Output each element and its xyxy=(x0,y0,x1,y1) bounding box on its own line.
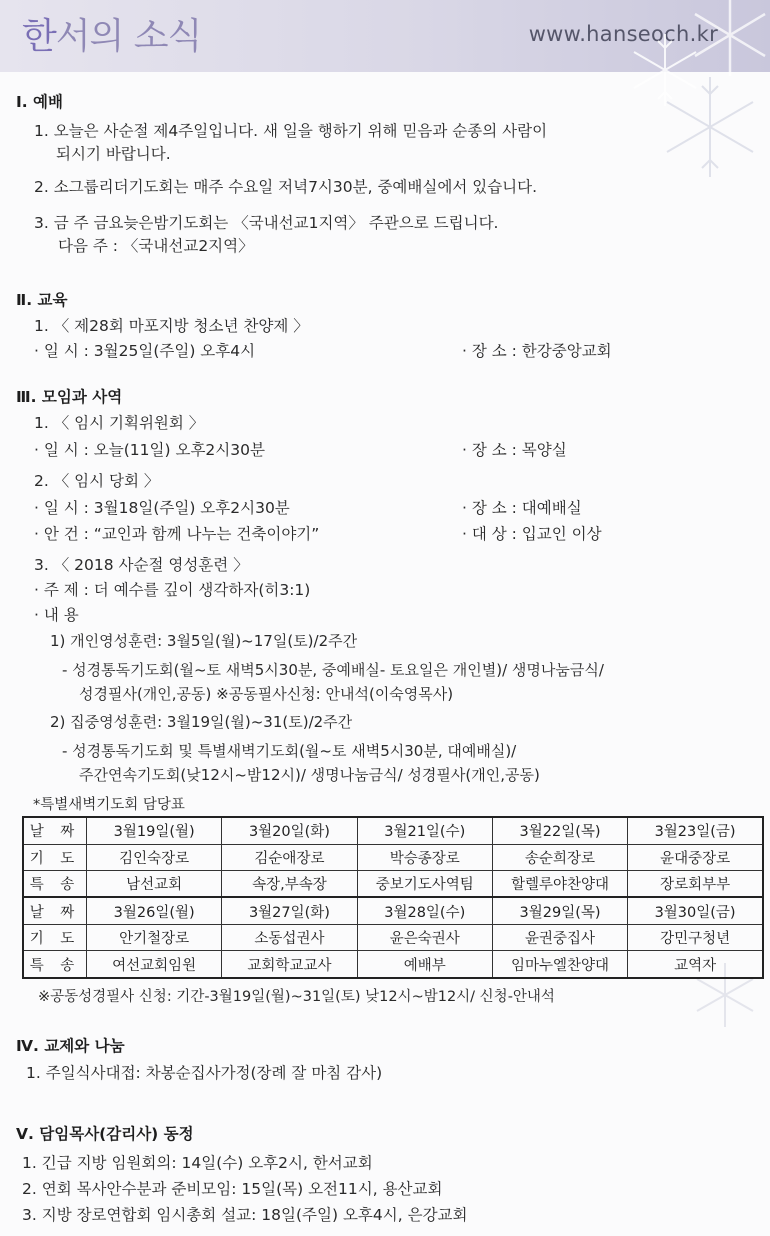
row-label: 기 도 xyxy=(23,925,87,951)
education-date: · 일 시 : 3월25일(주일) 오후4시 xyxy=(34,342,256,360)
table-cell: 윤은숙권사 xyxy=(357,925,492,951)
section-title-pastor: Ⅴ. 담임목사(감리사) 동정 xyxy=(16,1125,194,1143)
table-cell: 김인숙장로 xyxy=(87,844,222,870)
section-title-education: Ⅱ. 교육 xyxy=(16,291,68,309)
table-cell: 교회학교교사 xyxy=(222,951,357,978)
snowflake-icon xyxy=(690,0,770,80)
table-cell: 강민구청년 xyxy=(628,925,763,951)
table-cell: 3월26일(월) xyxy=(87,897,222,924)
worship-item-2: 2. 소그룹리더기도회는 매주 수요일 저녁7시30분, 중예배실에서 있습니다. xyxy=(34,178,538,196)
row-label: 특 송 xyxy=(23,870,87,897)
row-label: 기 도 xyxy=(23,844,87,870)
training-part-1-detail: - 성경통독기도회(월~토 새벽5시30분, 중예배실- 토요일은 개인별)/ 생명나눔금식/ xyxy=(62,661,604,679)
table-cell: 소동섭권사 xyxy=(222,925,357,951)
table-cell: 김순애장로 xyxy=(222,844,357,870)
row-label: 특 송 xyxy=(23,951,87,978)
table-cell: 교역자 xyxy=(628,951,763,978)
table-cell: 3월19일(월) xyxy=(87,817,222,844)
schedule-table-caption: *특별새벽기도회 담당표 xyxy=(33,797,185,813)
table-cell: 3월22일(목) xyxy=(492,817,627,844)
meeting-a-title: 1. 〈 임시 기획위원회 〉 xyxy=(34,414,205,432)
table-cell: 안기철장로 xyxy=(87,925,222,951)
table-cell: 3월23일(금) xyxy=(628,817,763,844)
table-cell: 윤대중장로 xyxy=(628,844,763,870)
table-cell: 장로회부부 xyxy=(628,870,763,897)
table-cell: 박승종장로 xyxy=(357,844,492,870)
training-part-1-detail-cont: 성경필사(개인,공동) ※공동필사신청: 안내석(이숙영목사) xyxy=(79,685,454,703)
copy-signup-note: ※공동성경필사 신청: 기간-3월19일(월)~31일(토) 낮12시~밤12시/ 신청-안내석 xyxy=(38,989,555,1005)
worship-item-1-cont: 되시기 바랍니다. xyxy=(56,145,171,163)
training-theme: · 주 제 : 더 예수를 깊이 생각하자(히3:1) xyxy=(34,581,311,599)
website-url[interactable]: www.hanseoch.kr xyxy=(528,22,718,46)
meeting-b-place: · 장 소 : 대예배실 xyxy=(462,499,582,517)
table-row xyxy=(23,925,763,951)
table-cell: 할렐루야찬양대 xyxy=(492,870,627,897)
table-row xyxy=(23,870,763,897)
table-row xyxy=(23,897,763,924)
training-part-1: 1) 개인영성훈련: 3월5일(월)~17일(토)/2주간 xyxy=(50,632,358,650)
snowflake-icon xyxy=(660,72,760,182)
table-cell: 중보기도사역팀 xyxy=(357,870,492,897)
meeting-b-target: · 대 상 : 입교인 이상 xyxy=(462,525,602,543)
table-cell: 여선교회임원 xyxy=(87,951,222,978)
meeting-b-title: 2. 〈 임시 당회 〉 xyxy=(34,472,160,490)
training-part-2-detail: - 성경통독기도회 및 특별새벽기도회(월~토 새벽5시30분, 대예배실)/ xyxy=(62,742,517,760)
worship-item-3-next: 다음 주 : 〈국내선교2지역〉 xyxy=(58,237,254,255)
meeting-b-agenda: · 안 건 : “교인과 함께 나누는 건축이야기” xyxy=(34,525,320,543)
worship-item-1: 1. 오늘은 사순절 제4주일입니다. 새 일을 행하기 위해 믿음과 순종의 사람이 xyxy=(34,122,548,140)
pastor-item-2: 2. 연회 목사안수분과 준비모임: 15일(목) 오전11시, 용산교회 xyxy=(22,1180,443,1198)
meeting-a-date: · 일 시 : 오늘(11일) 오후2시30분 xyxy=(34,441,265,459)
table-cell: 속장,부속장 xyxy=(222,870,357,897)
table-row xyxy=(23,844,763,870)
table-cell: 3월28일(수) xyxy=(357,897,492,924)
newsletter-title: 한서의 소식 xyxy=(22,16,202,57)
section-title-fellowship: Ⅳ. 교제와 나눔 xyxy=(16,1037,125,1055)
education-item-1: 1. 〈 제28회 마포지방 청소년 찬양제 〉 xyxy=(34,317,309,335)
training-content-label: · 내 용 xyxy=(34,606,79,624)
row-label: 날 짜 xyxy=(23,817,87,844)
table-cell: 3월20일(화) xyxy=(222,817,357,844)
worship-item-3: 3. 금 주 금요늦은밤기도회는 〈국내선교1지역〉 주관으로 드립니다. xyxy=(34,214,499,232)
table-cell: 예배부 xyxy=(357,951,492,978)
table-row xyxy=(23,817,763,844)
row-label: 날 짜 xyxy=(23,897,87,924)
table-cell: 윤권중집사 xyxy=(492,925,627,951)
meeting-a-place: · 장 소 : 목양실 xyxy=(462,441,567,459)
table-cell: 3월27일(화) xyxy=(222,897,357,924)
table-cell: 송순희장로 xyxy=(492,844,627,870)
table-cell: 3월29일(목) xyxy=(492,897,627,924)
fellowship-item-1: 1. 주일식사대접: 차봉순집사가정(장례 잘 마침 감사) xyxy=(26,1064,383,1082)
training-part-2: 2) 집중영성훈련: 3월19일(월)~31(토)/2주간 xyxy=(50,713,353,731)
training-part-2-detail-cont: 주간연속기도회(낮12시~밤12시)/ 생명나눔금식/ 성경필사(개인,공동) xyxy=(79,766,540,784)
pastor-item-1: 1. 긴급 지방 임원회의: 14일(수) 오후2시, 한서교회 xyxy=(22,1154,373,1172)
special-prayer-schedule-table xyxy=(22,816,764,979)
table-cell: 3월30일(금) xyxy=(628,897,763,924)
table-cell: 3월21일(수) xyxy=(357,817,492,844)
table-row xyxy=(23,951,763,978)
table-cell: 남선교회 xyxy=(87,870,222,897)
table-cell: 임마누엘찬양대 xyxy=(492,951,627,978)
section-title-meetings: Ⅲ. 모임과 사역 xyxy=(16,388,123,406)
pastor-item-3: 3. 지방 장로연합회 임시총회 설교: 18일(주일) 오후4시, 은강교회 xyxy=(22,1206,468,1224)
education-place: · 장 소 : 한강중앙교회 xyxy=(462,342,612,360)
header-banner xyxy=(0,0,770,72)
meeting-b-date: · 일 시 : 3월18일(주일) 오후2시30분 xyxy=(34,499,290,517)
training-title: 3. 〈 2018 사순절 영성훈련 〉 xyxy=(34,556,249,574)
section-title-worship: Ⅰ. 예배 xyxy=(16,93,63,111)
